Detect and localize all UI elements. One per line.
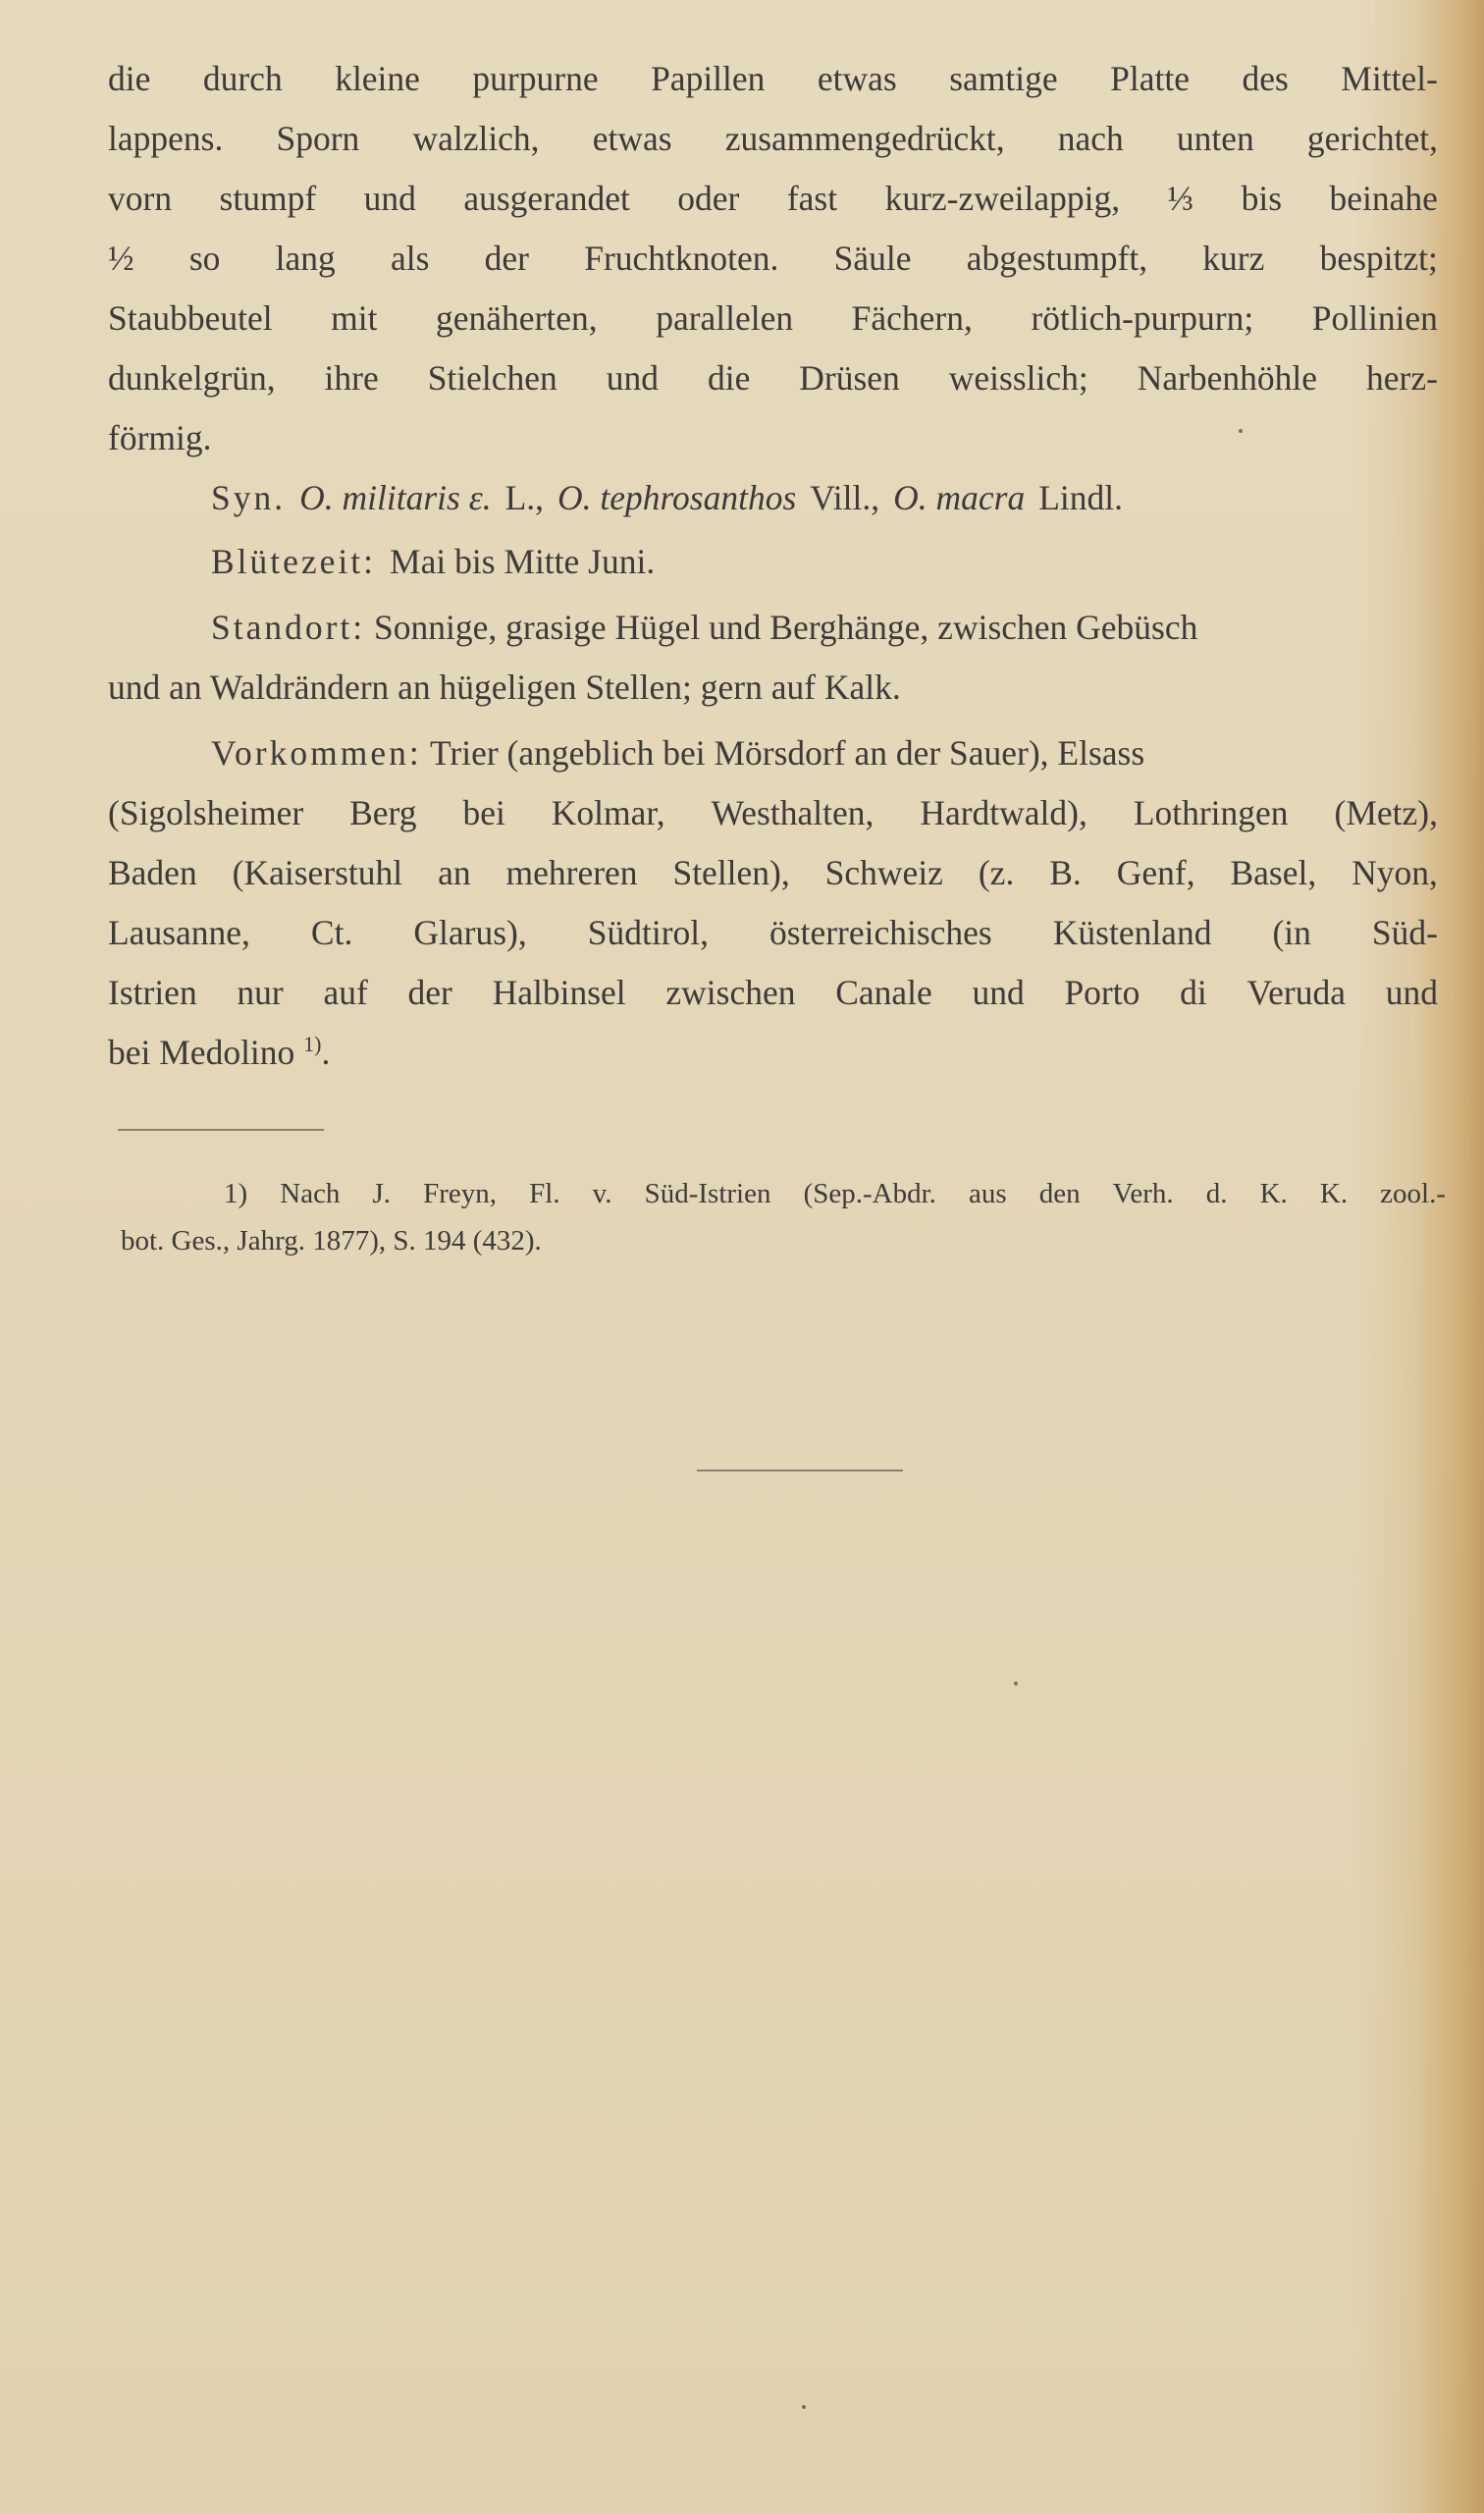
footnote-divider (118, 1129, 324, 1131)
word: Stielchen (427, 358, 557, 398)
word: weisslich; (948, 358, 1088, 398)
word: Fruchtknoten. (584, 239, 779, 278)
word: Pollinien (1311, 298, 1438, 338)
word: Ct. (310, 913, 353, 952)
word: Mittel- (1341, 59, 1438, 98)
footnote-line (121, 1217, 1446, 1264)
word: Canale (835, 973, 932, 1012)
word: gerichtet, (1306, 119, 1438, 158)
flowering-time-line (108, 532, 1438, 592)
text-line (108, 1023, 1438, 1083)
word: parallelen (656, 298, 794, 338)
word: (Kaiserstuhl (232, 853, 403, 892)
word: durch (202, 59, 283, 98)
synonym-name: O. macra (893, 478, 1026, 517)
word: Südtirol, (587, 913, 709, 952)
word: Freyn, (423, 1178, 498, 1209)
word: v. (592, 1178, 612, 1209)
bluetezeit-text: Mai bis Mitte Juni. (390, 542, 656, 581)
word: fast (786, 179, 838, 218)
word: etwas (817, 59, 897, 98)
word: Süd-Istrien (644, 1178, 771, 1209)
paper-speck (802, 2405, 806, 2409)
text-line (108, 658, 1438, 718)
text-line (108, 408, 1438, 468)
word: Verh. (1112, 1178, 1174, 1209)
synonym-author: L., (504, 478, 545, 517)
word: lang (275, 239, 336, 278)
word: rötlich-purpurn; (1031, 298, 1254, 338)
footnote-line (121, 1170, 1446, 1217)
word: österreichisches (769, 913, 992, 952)
word: stumpf (219, 179, 317, 218)
word: kurz-zweilappig, (884, 179, 1121, 218)
standort-label: Standort: (211, 608, 366, 647)
word: Kolmar, (551, 793, 665, 832)
word: so (188, 239, 221, 278)
word: Porto (1064, 973, 1140, 1012)
footnote-text: bot. Ges., Jahrg. 1877), S. 194 (432). (121, 1225, 542, 1256)
habitat-paragraph (108, 598, 1438, 718)
word: und (606, 358, 659, 398)
word: nur (237, 973, 284, 1012)
word: Istrien (108, 973, 197, 1012)
word: mit (331, 298, 378, 338)
text-line (108, 229, 1438, 289)
occurrence-paragraph (108, 723, 1438, 1083)
word: Genf, (1116, 853, 1195, 892)
standort-text-cont: und an Waldrändern an hügeligen Stellen; gern auf Kalk. (108, 668, 901, 707)
word: (Sep.-Abdr. (803, 1178, 936, 1209)
synonyms-line (108, 468, 1438, 528)
word: samtige (949, 59, 1058, 98)
text-line (108, 348, 1438, 408)
vorkommen-last: bei Medolino (108, 1033, 295, 1072)
word: ⅓ (1167, 179, 1194, 218)
word: abgestumpft, (966, 239, 1148, 278)
text-line (108, 49, 1438, 109)
word: (Metz), (1334, 793, 1438, 832)
word: Veruda (1246, 973, 1346, 1012)
word: auf (323, 973, 368, 1012)
word: Nach (280, 1178, 341, 1209)
word: d. (1205, 1178, 1228, 1209)
word: unten (1176, 119, 1254, 158)
synonym-author: Lindl. (1038, 478, 1124, 517)
word: Papillen (651, 59, 766, 98)
word: 1) (224, 1178, 248, 1209)
word: (Sigolsheimer (108, 793, 304, 832)
word: der (407, 973, 452, 1012)
word: ihre (324, 358, 379, 398)
text-line (108, 109, 1438, 169)
word: di (1180, 973, 1207, 1012)
end-divider (697, 1470, 903, 1471)
word: Küstenland (1052, 913, 1212, 952)
paper-speck (1239, 429, 1243, 433)
word: lappens. (108, 119, 224, 158)
footnote (121, 1170, 1446, 1264)
word: Staubbeutel (108, 298, 273, 338)
word: zool.- (1380, 1178, 1446, 1209)
word: Berg (349, 793, 417, 832)
word: Westhalten, (711, 793, 874, 832)
word: Platte (1110, 59, 1190, 98)
footnote-marker: 1) (303, 1032, 322, 1057)
word: Lothringen (1133, 793, 1289, 832)
word: der (484, 239, 529, 278)
word: Sporn (276, 119, 360, 158)
description-paragraph (108, 49, 1438, 468)
word: ½ (108, 239, 134, 278)
word: mehreren (505, 853, 638, 892)
word: Schweiz (824, 853, 943, 892)
word: Halbinsel (492, 973, 626, 1012)
synonym-name: O. militaris ε. (299, 478, 492, 517)
word: Drüsen (799, 358, 900, 398)
word: Baden (108, 853, 197, 892)
word: vorn (108, 179, 173, 218)
word: Nyon, (1352, 853, 1438, 892)
word: ausgerandet (463, 179, 630, 218)
word: B. (1049, 853, 1082, 892)
syn-label: Syn. (211, 478, 287, 517)
vorkommen-label: Vorkommen: (211, 733, 422, 773)
word: Fächern, (851, 298, 973, 338)
word: Süd- (1371, 913, 1438, 952)
word: Glarus), (413, 913, 527, 952)
text-line (108, 598, 1438, 658)
word: nach (1057, 119, 1124, 158)
bluetezeit-label: Blütezeit: (211, 542, 377, 581)
word: kurz (1202, 239, 1265, 278)
word: des (1242, 59, 1289, 98)
word: zwischen (665, 973, 796, 1012)
word: herz- (1366, 358, 1438, 398)
text-line (108, 783, 1438, 843)
line-text: förmig. (108, 418, 212, 457)
word: bespitzt; (1319, 239, 1438, 278)
synonym-author: Vill., (810, 478, 880, 517)
synonym-name: O. tephrosanthos (557, 478, 797, 517)
word: dunkelgrün, (108, 358, 276, 398)
text-line (108, 169, 1438, 229)
word: (in (1272, 913, 1311, 952)
text-line (108, 843, 1438, 903)
word: walzlich, (412, 119, 540, 158)
word: kleine (335, 59, 420, 98)
word: aus (968, 1178, 1007, 1209)
word: die (108, 59, 151, 98)
word: und (363, 179, 416, 218)
word: Stellen), (672, 853, 790, 892)
word: und (1385, 973, 1438, 1012)
word: (z. (978, 853, 1015, 892)
word: etwas (592, 119, 672, 158)
main-text (108, 49, 1438, 1083)
word: Hardtwald), (920, 793, 1087, 832)
word: bis (1241, 179, 1283, 218)
word: Lausanne, (108, 913, 250, 952)
text-line (108, 903, 1438, 963)
word: beinahe (1329, 179, 1438, 218)
standort-text: Sonnige, grasige Hügel und Berghänge, zwischen Gebüsch (374, 608, 1198, 647)
text-line (108, 963, 1438, 1023)
word: den (1038, 1178, 1081, 1209)
word: bei (462, 793, 505, 832)
paper-speck (1014, 1682, 1018, 1685)
word: als (390, 239, 430, 278)
word: Fl. (529, 1178, 560, 1209)
word: Säule (833, 239, 912, 278)
word: oder (677, 179, 740, 218)
word: die (707, 358, 751, 398)
word: an (438, 853, 471, 892)
text-line (108, 289, 1438, 348)
text-line (108, 723, 1438, 783)
vorkommen-end: . (321, 1033, 331, 1072)
word: K. (1319, 1178, 1349, 1209)
word: zusammengedrückt, (724, 119, 1005, 158)
word: J. (372, 1178, 392, 1209)
word: K. (1259, 1178, 1288, 1209)
vorkommen-text: Trier (angeblich bei Mörsdorf an der Sauer), Elsass (429, 733, 1145, 773)
word: Narbenhöhle (1137, 358, 1318, 398)
word: genäherten, (436, 298, 598, 338)
word: purpurne (472, 59, 599, 98)
word: Basel, (1230, 853, 1317, 892)
word: und (972, 973, 1025, 1012)
